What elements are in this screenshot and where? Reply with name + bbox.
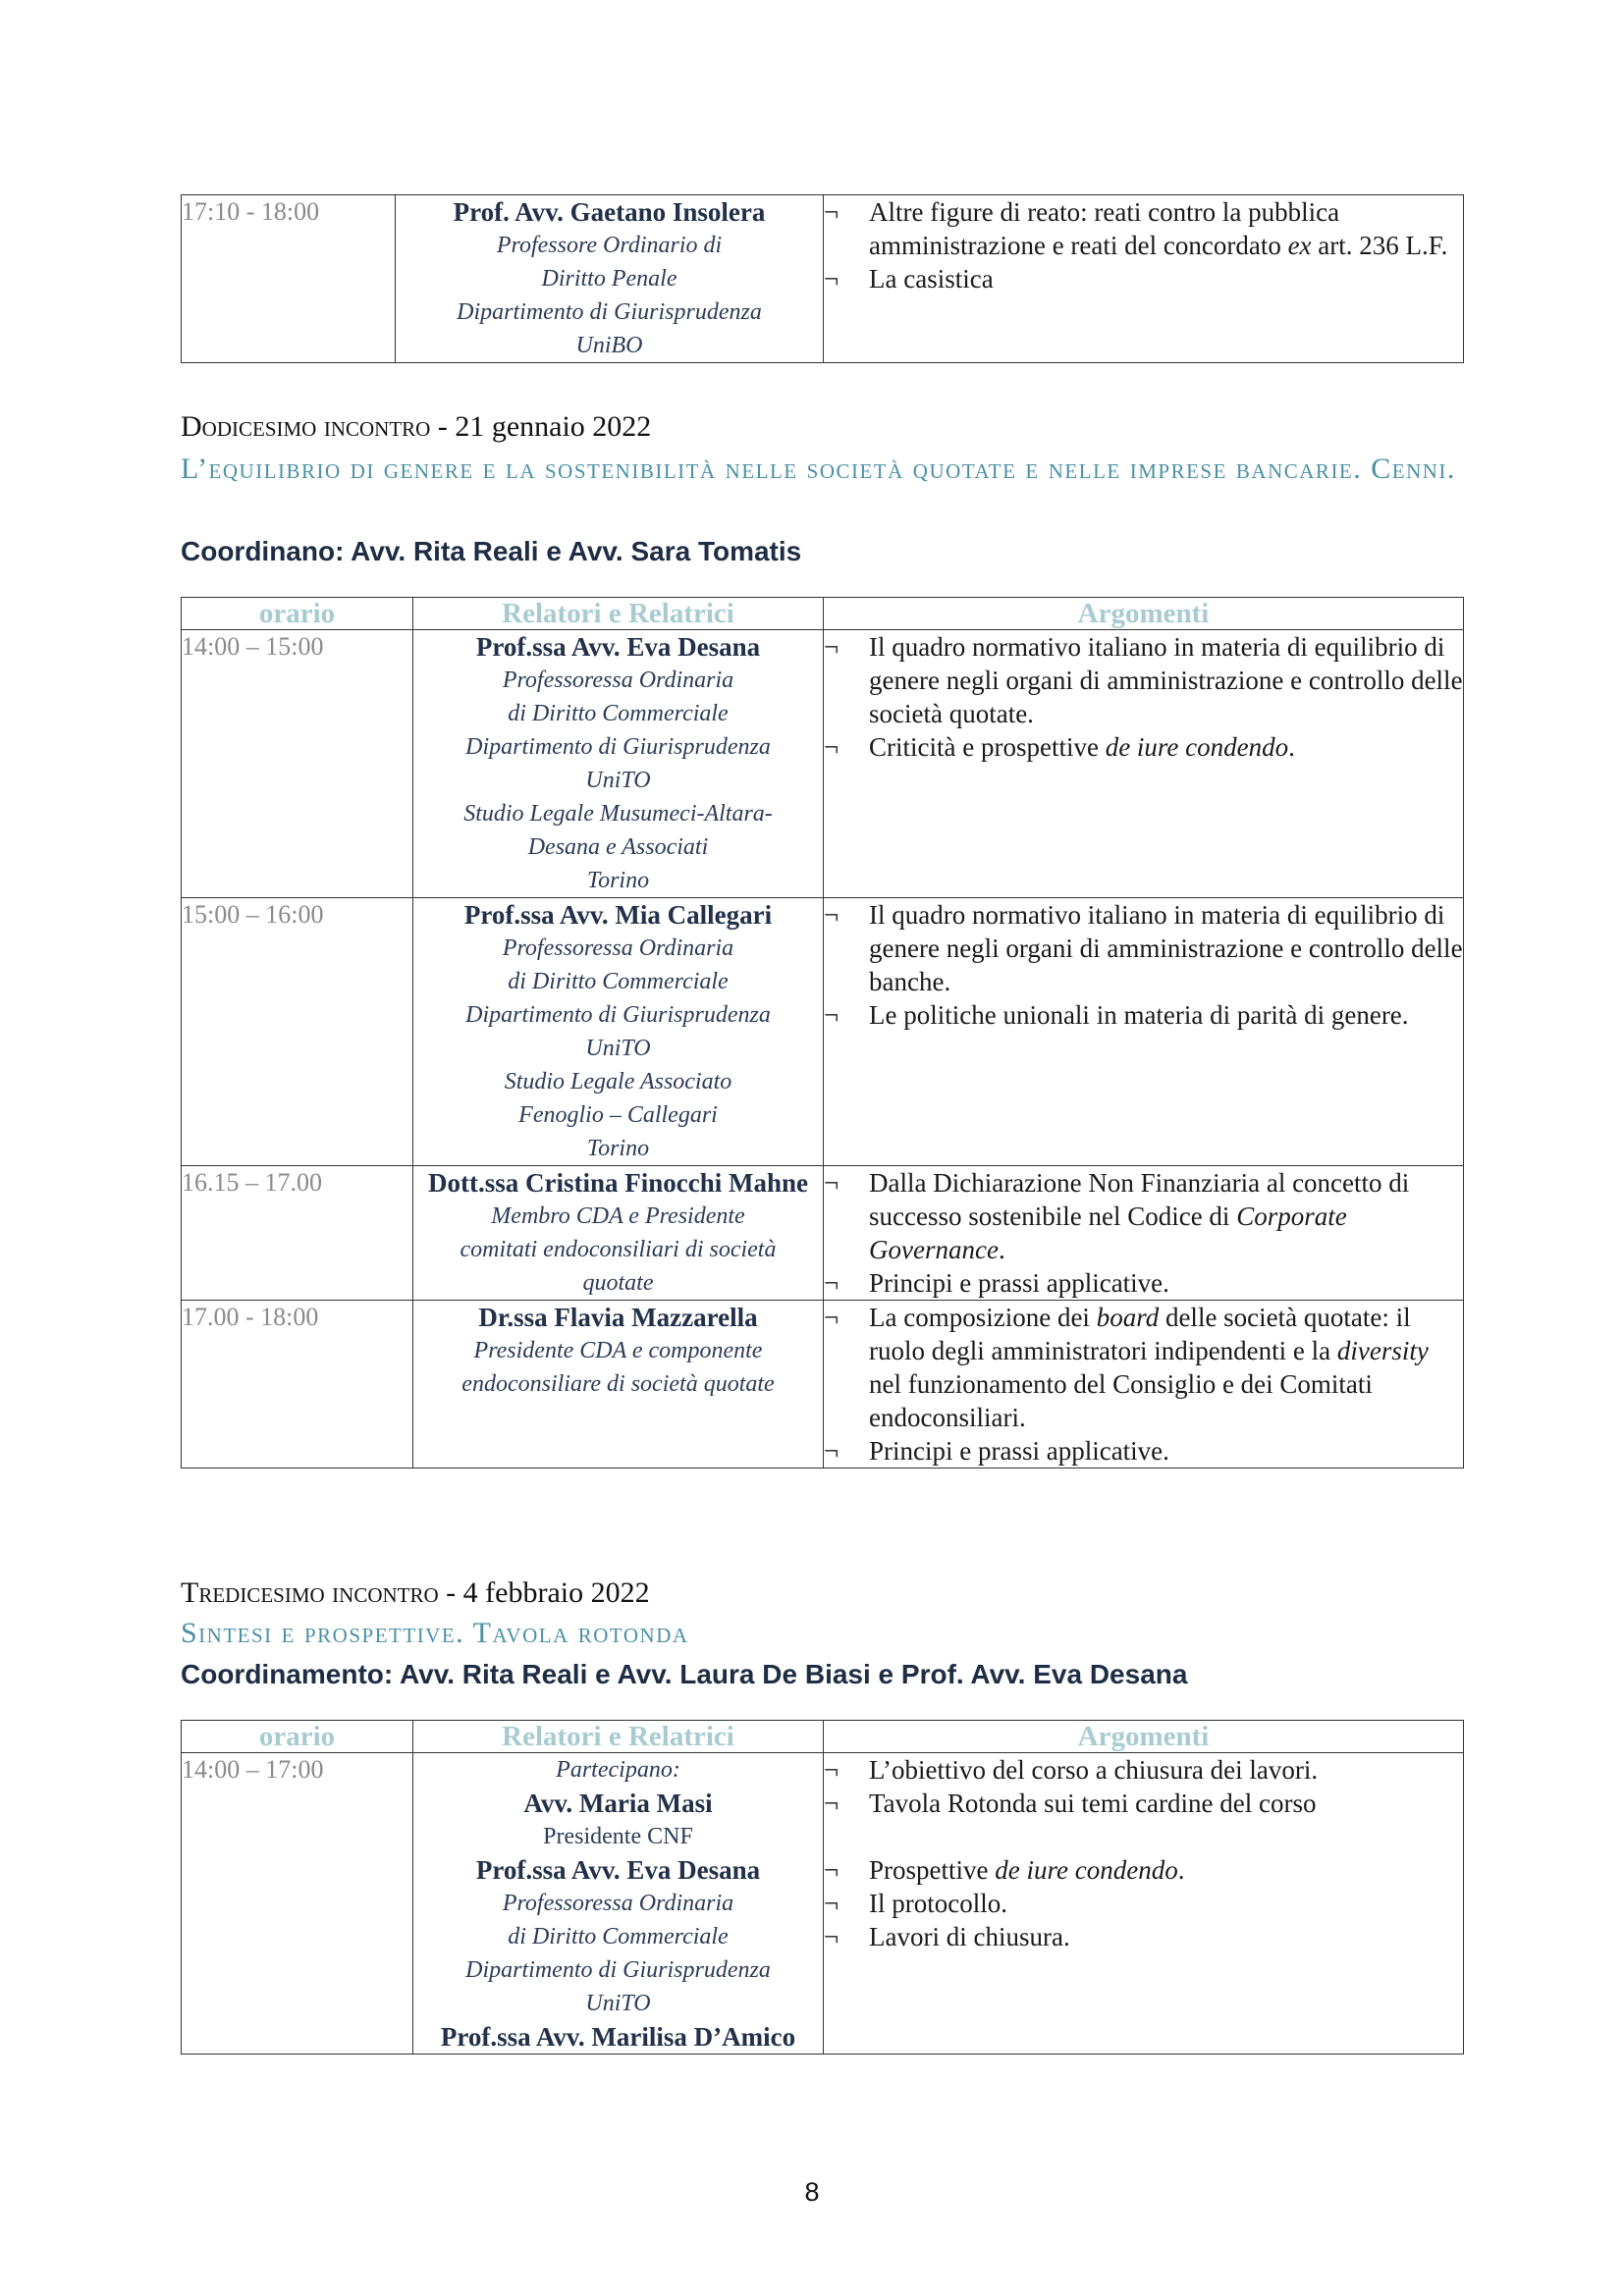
topics-cell	[824, 1301, 1464, 1468]
speaker-affiliation: UniTO	[585, 1036, 651, 1061]
speaker-affiliation: Membro CDA e Presidente	[491, 1203, 745, 1229]
speaker-affiliation: Fenoglio – Callegari	[518, 1102, 718, 1128]
topic-item	[824, 1434, 1463, 1468]
speaker-affiliation: Dipartimento di Giurisprudenza	[465, 734, 771, 760]
topic-item	[824, 630, 1463, 730]
speaker-name: Prof.ssa Avv. Eva Desana	[475, 1855, 761, 1885]
topic-item	[824, 998, 1463, 1032]
speaker-affiliation: Professoressa Ordinaria	[502, 667, 734, 693]
bullet-marker: ¬	[824, 1889, 839, 1918]
topic-item	[824, 1853, 1463, 1887]
time-slot: 16.15 – 17.00	[182, 1166, 413, 1301]
speaker-affiliation: UniTO	[585, 768, 651, 793]
speaker-affiliation: Professoressa Ordinaria	[502, 1891, 734, 1916]
bullet-marker: ¬	[824, 1268, 839, 1298]
topic-text: Le politiche unionali in materia di parità di genere.	[869, 1000, 1409, 1030]
topic-text: Criticità e prospettive de iure condendo.	[869, 732, 1295, 762]
topic-text: Il quadro normativo italiano in materia di equilibrio di genere negli organi di amministrazione e controllo delle banche.	[869, 900, 1463, 996]
speaker-role: Presidente CNF	[543, 1824, 693, 1849]
bullet-marker: ¬	[824, 1922, 839, 1951]
speaker-name: Prof.ssa Avv. Marilisa D’Amico	[440, 2022, 796, 2052]
schedule-table-meeting-12	[181, 597, 1464, 1468]
table-row	[182, 195, 1464, 363]
topic-text: L’obiettivo del corso a chiusura dei lavori.	[869, 1755, 1319, 1785]
speaker-name: Avv. Maria Masi	[523, 1789, 713, 1818]
time-slot: 17:10 - 18:00	[182, 195, 396, 363]
speaker-affiliation: Dipartimento di Giurisprudenza	[465, 1002, 771, 1028]
topics-cell	[824, 1753, 1464, 2055]
topic-text: Dalla Dichiarazione Non Finanziaria al concetto di successo sostenibile nel Codice di Corporate Governance.	[869, 1168, 1410, 1264]
participants-label: Partecipano:	[556, 1757, 680, 1783]
topic-text: Lavori di chiusura.	[869, 1922, 1070, 1951]
speaker-affiliation: Presidente CDA e componente	[473, 1338, 763, 1363]
speaker-name: Prof. Avv. Gaetano Insolera	[453, 197, 766, 227]
topic-text: La casistica	[869, 264, 994, 294]
topics-cell	[824, 195, 1464, 363]
table-row	[182, 898, 1464, 1166]
meeting-label: Dodicesimo incontro - 21 gennaio 2022	[181, 410, 652, 443]
speaker-affiliation: Dipartimento di Giurisprudenza	[457, 299, 762, 325]
time-slot: 17.00 - 18:00	[182, 1301, 413, 1468]
topic-text: Prospettive de iure condendo.	[869, 1855, 1185, 1885]
topic-item	[824, 1266, 1463, 1300]
topic-item	[824, 898, 1463, 998]
speaker-affiliation: Professore Ordinario di	[496, 233, 723, 258]
column-header-time: orario	[182, 598, 413, 630]
speaker-name: Prof.ssa Avv. Eva Desana	[475, 632, 761, 662]
table-row	[182, 630, 1464, 898]
speaker-affiliation: Diritto Penale	[541, 266, 677, 292]
column-header-topics: Argomenti	[824, 1721, 1464, 1753]
topic-item	[824, 730, 1463, 764]
bullet-marker: ¬	[824, 197, 839, 227]
bullet-marker: ¬	[824, 632, 839, 662]
table-row	[182, 1753, 1464, 2055]
speaker-affiliation: Desana e Associati	[527, 834, 709, 860]
speakers-cell	[413, 898, 824, 1166]
speaker-affiliation: Professoressa Ordinaria	[502, 935, 734, 961]
topic-text: Principi e prassi applicative.	[869, 1268, 1169, 1298]
column-header-topics: Argomenti	[824, 598, 1464, 630]
time-slot: 15:00 – 16:00	[182, 898, 413, 1166]
meeting-title: L’equilibrio di genere e la sostenibilità nelle società quotate e nelle imprese bancarie. Cenni.	[181, 453, 1456, 485]
topic-text: La composizione dei board delle società quotate: il ruolo degli amministratori indipendenti e la diversity nel funzionamento del Consiglio e dei Comitati endoconsiliari.	[869, 1303, 1429, 1432]
table-row	[182, 1166, 1464, 1301]
speaker-affiliation: Studio Legale Musumeci-Altara-	[463, 801, 773, 827]
speaker-affiliation: Studio Legale Associato	[504, 1069, 732, 1095]
meeting-coordination: Coordinano: Avv. Rita Reali e Avv. Sara Tomatis	[181, 536, 802, 566]
speakers-cell	[413, 1301, 824, 1468]
speakers-cell	[396, 195, 824, 363]
bullet-marker: ¬	[824, 1436, 839, 1466]
meeting-title: Sintesi e prospettive. Tavola rotonda	[181, 1617, 689, 1649]
topic-item	[824, 1787, 1463, 1820]
speaker-affiliation: UniBO	[575, 333, 643, 358]
topic-item	[824, 262, 1463, 295]
meeting-label: Tredicesimo incontro - 4 febbraio 2022	[181, 1576, 650, 1609]
bullet-marker: ¬	[824, 900, 839, 930]
column-header-speakers: Relatori e Relatrici	[413, 1721, 824, 1753]
topic-item	[824, 1887, 1463, 1920]
topic-text: Tavola Rotonda sui temi cardine del corso	[869, 1789, 1317, 1818]
bullet-marker: ¬	[824, 1303, 839, 1332]
bullet-marker: ¬	[824, 264, 839, 294]
speaker-affiliation: Torino	[586, 868, 650, 893]
topic-item	[824, 1166, 1463, 1266]
bullet-marker: ¬	[824, 1789, 839, 1818]
bullet-marker: ¬	[824, 1168, 839, 1198]
speaker-affiliation: di Diritto Commerciale	[508, 969, 729, 994]
topic-item	[824, 1301, 1463, 1434]
time-slot: 14:00 – 15:00	[182, 630, 413, 898]
topic-item	[824, 1753, 1463, 1787]
speaker-affiliation: comitati endoconsiliari di società	[460, 1237, 777, 1262]
speakers-cell	[413, 1166, 824, 1301]
bullet-marker: ¬	[824, 1755, 839, 1785]
topic-text: Il quadro normativo italiano in materia di equilibrio di genere negli organi di amministrazione e controllo delle società quotate.	[869, 632, 1463, 728]
speaker-affiliation: quotate	[582, 1270, 654, 1296]
time-slot: 14:00 – 17:00	[182, 1753, 413, 2055]
column-header-speakers: Relatori e Relatrici	[413, 598, 824, 630]
topic-item	[824, 1820, 1463, 1853]
schedule-table-previous	[181, 194, 1464, 363]
topics-cell	[824, 1166, 1464, 1301]
speaker-affiliation: UniTO	[585, 1991, 651, 2016]
topic-text: Principi e prassi applicative.	[869, 1436, 1169, 1466]
speaker-affiliation: endoconsiliare di società quotate	[461, 1371, 775, 1397]
speaker-affiliation: Dipartimento di Giurisprudenza	[465, 1957, 771, 1983]
meeting-coordination: Coordinamento: Avv. Rita Reali e Avv. Laura De Biasi e Prof. Avv. Eva Desana	[181, 1659, 1188, 1689]
page-number: 8	[804, 2177, 820, 2207]
speaker-affiliation: Torino	[586, 1136, 650, 1161]
speaker-affiliation: di Diritto Commerciale	[508, 701, 729, 726]
speaker-affiliation: di Diritto Commerciale	[508, 1924, 729, 1949]
speaker-name: Dott.ssa Cristina Finocchi Mahne	[428, 1168, 808, 1198]
bullet-marker: ¬	[824, 1855, 839, 1885]
topic-text: Il protocollo.	[869, 1889, 1007, 1918]
bullet-marker: ¬	[824, 732, 839, 762]
speaker-name: Prof.ssa Avv. Mia Callegari	[463, 900, 773, 930]
table-row	[182, 1301, 1464, 1468]
speaker-name: Dr.ssa Flavia Mazzarella	[478, 1303, 758, 1332]
bullet-marker: ¬	[824, 1000, 839, 1030]
topic-item	[824, 1920, 1463, 1953]
speakers-cell	[413, 630, 824, 898]
schedule-table-meeting-13	[181, 1720, 1464, 2055]
column-header-time: orario	[182, 1721, 413, 1753]
topic-text: Altre figure di reato: reati contro la pubblica amministrazione e reati del concordato ex art. 236 L.F.	[869, 197, 1448, 260]
topics-cell	[824, 898, 1464, 1166]
speakers-cell	[413, 1753, 824, 2055]
topic-item	[824, 195, 1463, 262]
topics-cell	[824, 630, 1464, 898]
